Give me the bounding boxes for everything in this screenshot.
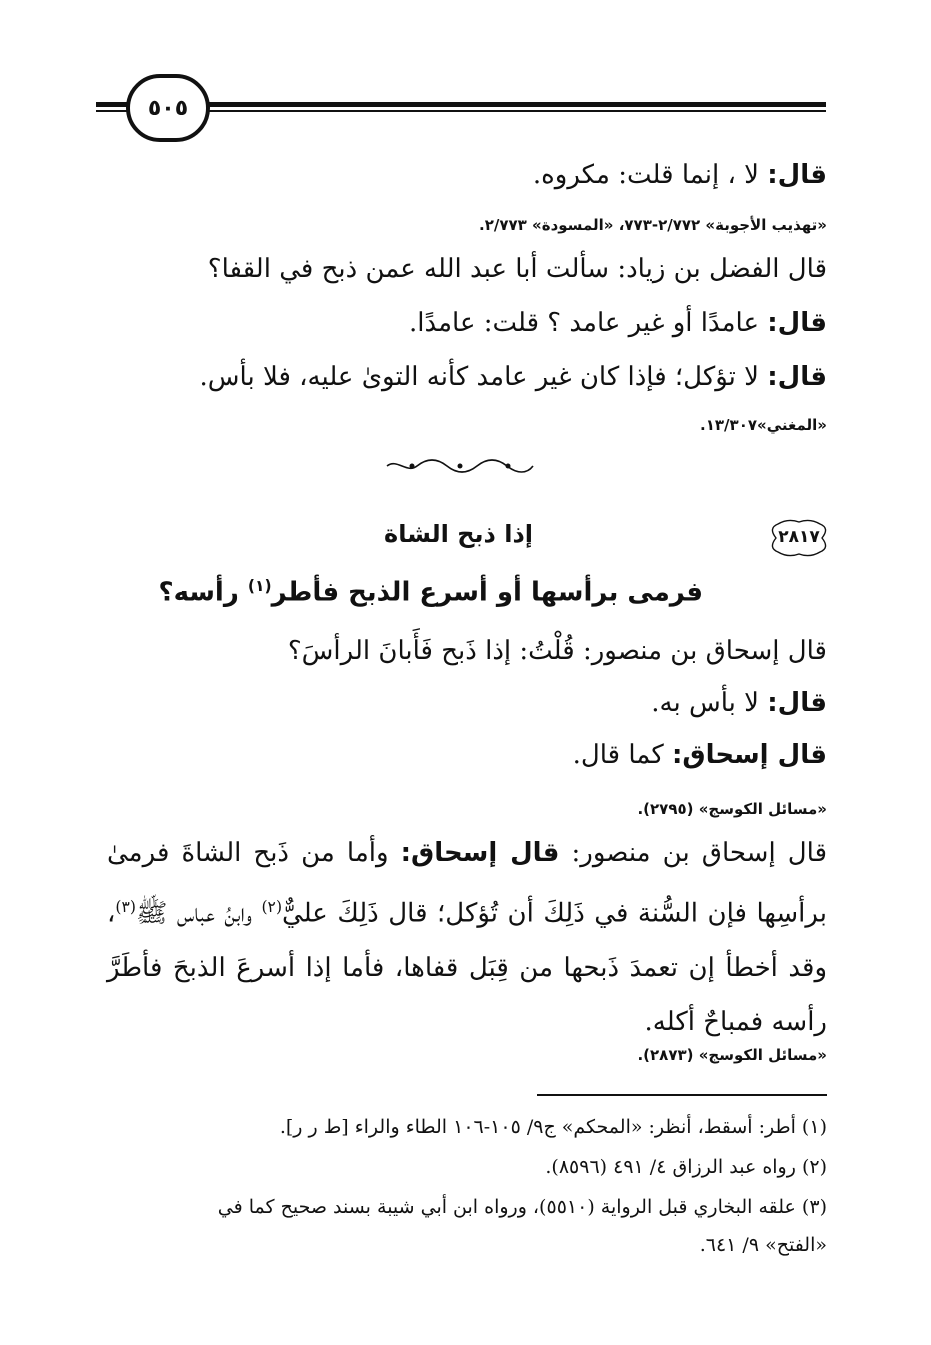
honorific-glyph: ﷺ [135,898,168,929]
footnote-3-continued: «الفتح» ٩/ ٦٤١. [699,1234,827,1256]
speaker-label: قال: [767,688,827,718]
footnote-3: (٣) علقه البخاري قبل الرواية (٥٥١٠)، ورواه ابن أبي شيبة بسند صحيح كما في [217,1196,827,1218]
para-text: وأما من ذَبح الشاةَ فرمىٰ برأسِها فإن السُّنة في ذَلِكَ أن تُؤكل؛ قال ذَلِكَ عليٌّ [107,838,827,929]
text-line-7 [573,740,827,770]
issue-subtitle [158,577,703,608]
line-text: كما قال. [572,740,672,770]
para-text: قال إسحاق بن منصور: [559,838,827,868]
footnote-1: (١) أطر: أسقط، أنظر: «المحكم» ج٩/ ١٠٥-١٠٦ الطاء والراء [ط ر ر]. [279,1116,827,1138]
speaker-label: قال: [767,160,827,190]
page-number: ٥٠٥ [126,74,210,142]
line-text: لا تؤكل؛ فإذا كان غير عامد كأنه التوىٰ عليه، فلا بأس. [199,362,768,392]
para-text: ، وقد أخطأ إن تعمدَ ذَبحها من قِبَل قفاها، فأما إذا أسرعَ الذبحَ فأطَرَّ رأسه فمباحٌ أكله. [107,898,827,1037]
speaker-label: قال: [767,308,827,338]
footnote-ref-3[interactable]: (٣) [115,898,136,916]
subtitle-text: فرمى برأسها أو أسرع الذبح فأطر [271,577,703,608]
line-text: عامدًا أو غير عامد ؟ قلت: عامدًا. [408,308,768,338]
main-paragraph [107,826,827,1049]
footnote-ref-2[interactable]: (٢) [261,898,283,916]
section-divider-ornament [385,458,535,474]
footnote-ref-1[interactable]: (١) [247,577,272,595]
source-citation-2: «المغني»١٣/٣٠٧. [700,416,827,434]
line-text: لا بأس به. [651,688,768,718]
text-line-1 [533,160,827,190]
text-line-2: قال الفضل بن زياد: سألت أبا عبد الله عمن ذبح في القفا؟ [207,254,827,284]
issue-title: إذا ذبح الشاة [384,520,533,548]
speaker-label: قال: [767,362,827,392]
speaker-label: قال إسحاق: [671,740,827,770]
issue-number-badge [768,518,830,558]
footnote-separator [537,1094,827,1096]
text-line-3 [409,308,827,338]
text-line-5: قال إسحاق بن منصور: قُلْتُ: إذا ذَبح فَأَبانَ الرأسَ؟ [287,636,827,666]
source-citation-1: «تهذيب الأجوبة» ٢/٧٧٢-٧٧٣، «المسودة» ٢/٧٧٣. [479,216,827,234]
source-citation-4: «مسائل الكوسج» (٢٨٧٣). [637,1046,827,1064]
subtitle-text-end: رأسه؟ [158,577,248,608]
source-citation-3: «مسائل الكوسج» (٢٧٩٥). [637,800,827,818]
issue-number: ٢٨١٧ [778,527,820,547]
line-text: لا ، إنما قلت: مكروه. [532,160,768,190]
footnote-2: (٢) رواه عبد الرزاق ٤/ ٤٩١ (٨٥٩٦). [545,1156,827,1178]
page-header [96,68,826,138]
text-line-6 [651,688,827,718]
text-line-4 [200,362,827,392]
speaker-label: قال إسحاق: [400,838,560,868]
para-text: وابنُ عباس [167,898,262,929]
